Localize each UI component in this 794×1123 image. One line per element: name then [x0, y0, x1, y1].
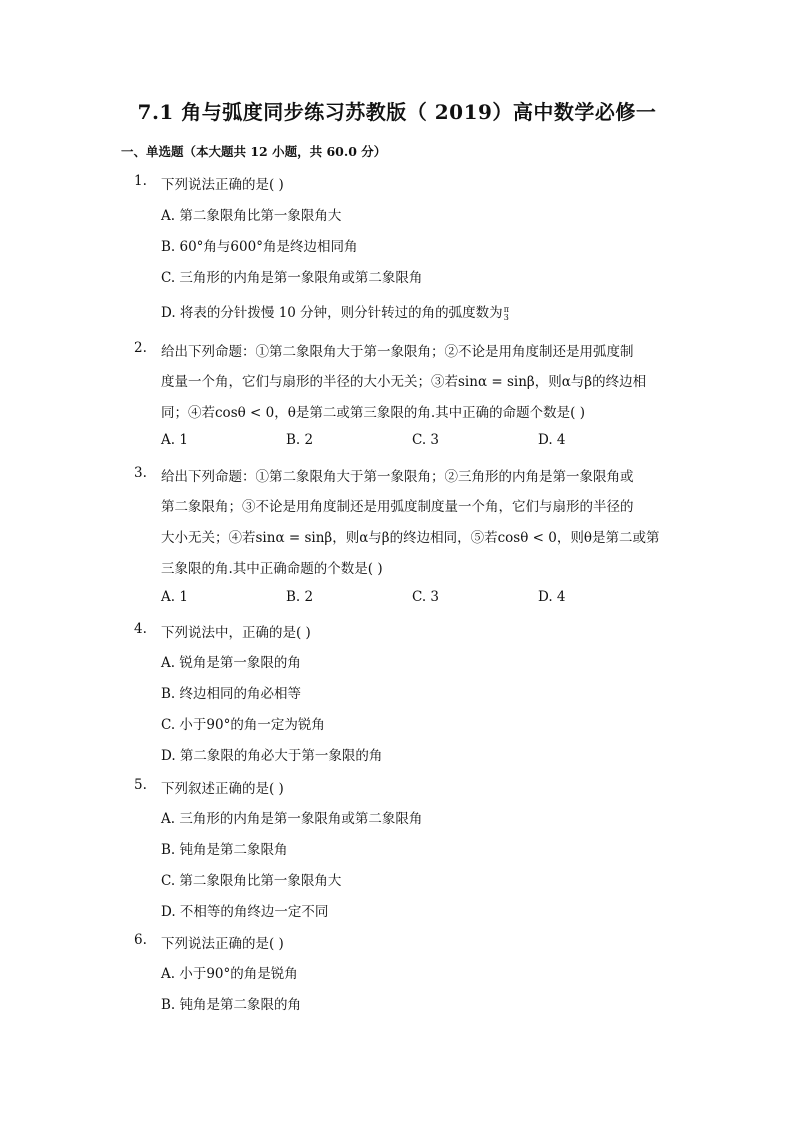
option-d: D. 4 — [538, 589, 566, 605]
option-a: A. 1 — [161, 432, 188, 448]
section-heading: 一、单选题（本大题共 12 小题，共 60.0 分） — [121, 144, 387, 159]
question-stem-line: 同；④若cosθ < 0，θ是第二或第三象限的角.其中正确的命题个数是( ) — [161, 405, 585, 421]
option-c: C. 3 — [412, 589, 440, 605]
option-a: A. 1 — [161, 589, 188, 605]
page-title: 7.1 角与弧度同步练习苏教版（ 2019）高中数学必修一 — [137, 100, 657, 124]
option-a: A. 小于90°的角是锐角 — [161, 966, 298, 982]
question-stem-line: 度量一个角，它们与扇形的半径的大小无关；③若sinα = sinβ，则α与β的终边相 — [161, 374, 647, 390]
option-d: D. 第二象限的角必大于第一象限的角 — [161, 748, 383, 764]
option-c: C. 3 — [412, 432, 440, 448]
question-stem: 下列说法正确的是( ) — [161, 177, 284, 193]
option-a: A. 三角形的内角是第一象限角或第二象限角 — [161, 811, 423, 827]
option-d — [161, 301, 509, 322]
fraction — [504, 306, 509, 322]
option-b: B. 终边相同的角必相等 — [161, 686, 302, 702]
question-stem-line: 第二象限角；③不论是用角度制还是用弧度制度量一个角，它们与扇形的半径的 — [161, 499, 634, 515]
option-b: B. 钝角是第二象限的角 — [161, 997, 302, 1013]
option-d: D. 不相等的角终边一定不同 — [161, 904, 329, 920]
question-number: 3. — [134, 465, 147, 481]
question-number: 1. — [134, 173, 147, 189]
option-c: C. 小于90°的角一定为锐角 — [161, 717, 325, 733]
question-number: 2. — [134, 340, 147, 356]
option-b: B. 60°角与600°角是终边相同角 — [161, 239, 358, 255]
question-stem-line: 给出下列命题：①第二象限角大于第一象限角；②三角形的内角是第一象限角或 — [161, 469, 634, 485]
fraction-denominator: 3 — [503, 312, 509, 322]
options-row — [161, 432, 661, 450]
options-row — [161, 589, 661, 607]
option-d-text: D. 将表的分针拨慢 10 分钟，则分针转过的角的弧度数为 — [161, 305, 503, 321]
option-c: C. 三角形的内角是第一象限角或第二象限角 — [161, 270, 423, 286]
question-stem-line: 三象限的角.其中正确命题的个数是( ) — [161, 561, 383, 577]
question-number: 4. — [134, 621, 147, 637]
option-a: A. 第二象限角比第一象限角大 — [161, 208, 342, 224]
option-b: B. 钝角是第二象限角 — [161, 842, 288, 858]
question-number: 5. — [134, 777, 147, 793]
option-b: B. 2 — [286, 589, 314, 605]
option-a: A. 锐角是第一象限的角 — [161, 655, 301, 671]
question-stem-line: 大小无关；④若sinα = sinβ，则α与β的终边相同，⑤若cosθ < 0，则θ是第二或第 — [161, 530, 660, 546]
option-b: B. 2 — [286, 432, 314, 448]
fraction-numerator: π — [503, 304, 509, 314]
option-d: D. 4 — [538, 432, 566, 448]
question-stem: 下列说法中，正确的是( ) — [161, 625, 311, 641]
question-stem: 下列叙述正确的是( ) — [161, 781, 284, 797]
question-stem-line: 给出下列命题：①第二象限角大于第一象限角；②不论是用角度制还是用弧度制 — [161, 344, 634, 360]
question-number: 6. — [134, 932, 147, 948]
question-stem: 下列说法正确的是( ) — [161, 936, 284, 952]
option-c: C. 第二象限角比第一象限角大 — [161, 873, 342, 889]
